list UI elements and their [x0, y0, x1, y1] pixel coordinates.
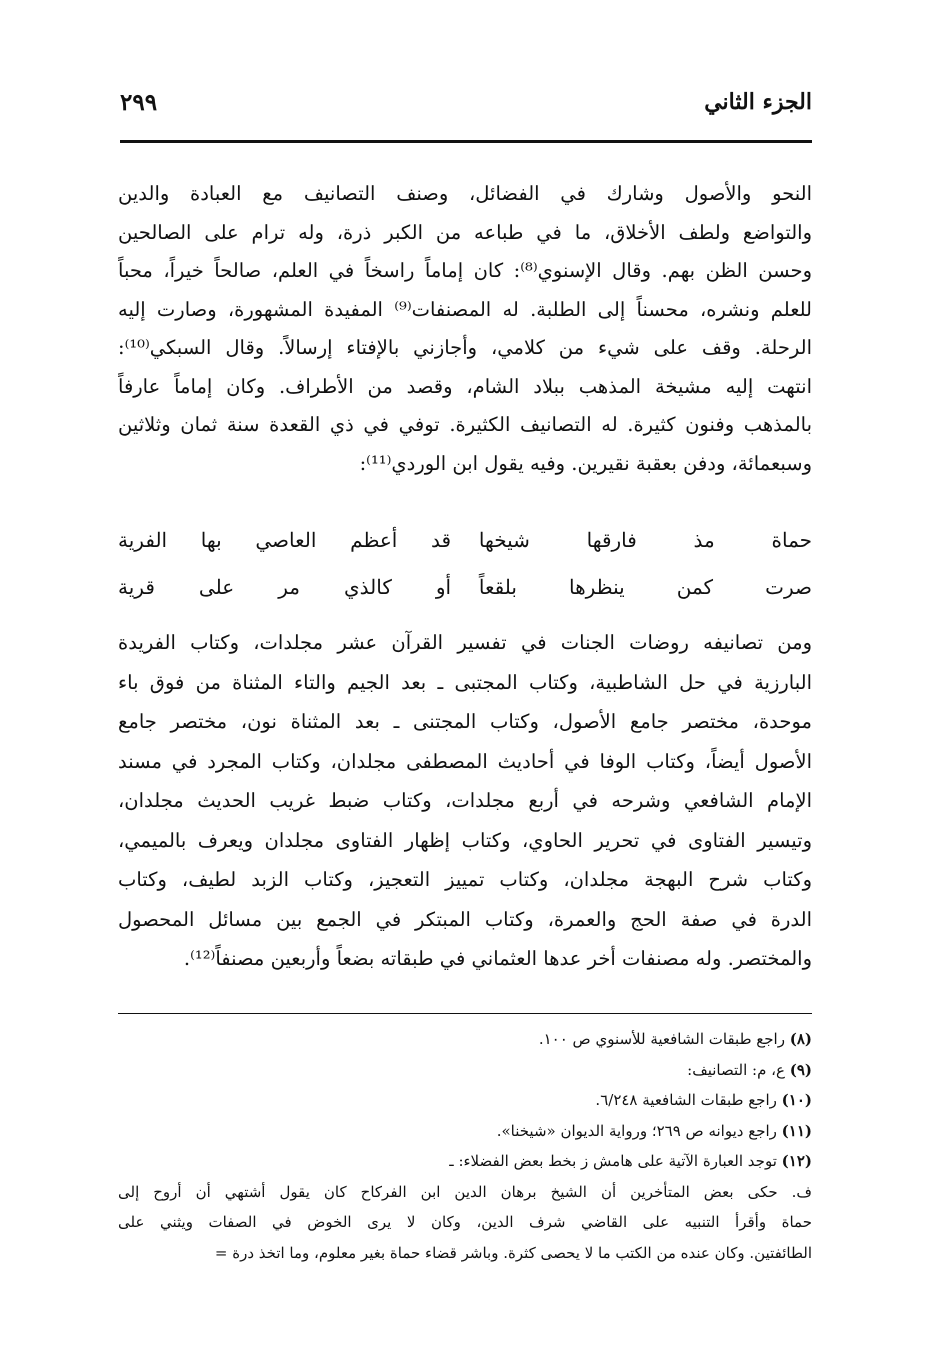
footnote-divider — [118, 1013, 812, 1014]
footnote-line: حماة وأقرأ التنبيه على القاضي شرف الدين، وكان لا يرى الخوض في الصفات ويثني على — [118, 1213, 812, 1231]
footnote-8 — [118, 1024, 812, 1055]
footnotes — [118, 1024, 812, 1268]
footnote-11 — [118, 1116, 812, 1147]
text-line: وحسن الظن بهم. وقال الإسنوي⁽⁸⁾: كان إماماً راسخاً في العلم، صالحاً خيراً، محباً — [118, 259, 812, 282]
works-paragraph — [118, 623, 812, 979]
verse-first-hemistich: حماة مذ فارقها شيخها — [478, 528, 812, 552]
footnote-12-continuation — [118, 1177, 812, 1269]
text-line: وتيسير الفتاوى في تحرير الحاوي، وكتاب إظهار الفتاوى مجلدان ويعرف بالميمي، — [118, 828, 812, 852]
footnote-12 — [118, 1146, 812, 1177]
footnote-text: ع، م: التصانيف: — [687, 1060, 785, 1079]
footnote-number: (٨) — [789, 1030, 812, 1048]
text-line: للعلم ونشره، محسناً إلى الطلبة. له المصنفات⁽⁹⁾ المفيدة المشهورة، وصارت إليه — [118, 297, 812, 321]
footnote-9 — [118, 1055, 812, 1086]
poem-verse-2 — [118, 575, 812, 599]
text-line: الرحلة. وقف على شيء من كلامي، وأجازني بالإفتاء إرسالاً. وقال السبكي⁽¹⁰⁾: — [118, 336, 812, 359]
text-line: والمختصر. وله مصنفات أخر عدها العثماني في طبقاته بضعاً وأربعين مصنفاً⁽¹²⁾. — [183, 947, 812, 970]
text-line: وكتاب شرح البهجة مجلدان، وكتاب تمييز التعجيز، وكتاب الزبد لطيف، وكتاب — [118, 868, 812, 891]
text-line: الإمام الشافعي وشرحه في أربع مجلدات، وكتاب ضبط غريب الحديث مجلدان، — [118, 789, 812, 812]
verse-second-hemistich: قد أعظم العاصي بها الفرية — [118, 528, 452, 552]
main-paragraph — [118, 175, 812, 483]
text-line: النحو والأصول وشارك في الفضائل، وصنف التصانيف مع العبادة والدين — [118, 182, 812, 205]
text-line: ومن تصانيفه روضات الجنات في تفسير القرآن عشر مجلدات، وكتاب الفريدة — [118, 631, 812, 654]
text-line: انتهت إليه مشيخة المذهب ببلاد الشام، وقصد من الأطراف. وكان إماماً عارفاً — [118, 374, 812, 398]
footnote-number: (١٠) — [781, 1091, 812, 1109]
running-title: الجزء الثاني — [704, 89, 812, 115]
verse-first-hemistich: صرت كمن ينظرها بلقعاً — [478, 575, 812, 599]
text-line: والتواضع ولطف الأخلاق، ما في طباعه من الكبر ذرة، وله ترام على الصالحين — [118, 220, 812, 244]
footnote-text: راجع طبقات الشافعية للأسنوي ص ١٠٠. — [538, 1030, 785, 1048]
footnote-line: ف. حكى بعض المتأخرين أن الشيخ برهان الدين ابن الفركاح كان يقول أشتهي أن أروح إلى — [118, 1182, 812, 1201]
header-divider — [120, 140, 812, 143]
text-line: بالمذهب وفنون كثيرة. له التصانيف الكثيرة. توفي في ذي القعدة سنة ثمان وثلاثين — [118, 413, 812, 436]
footnote-10 — [118, 1085, 812, 1116]
verse-second-hemistich: أو كالذي مر على قرية — [118, 575, 452, 599]
text-line: البارزية في حل الشاطبية، وكتاب المجتبى ـ بعد الجيم والتاء المثناة من فوق باء — [118, 670, 812, 694]
poem-verse-1 — [118, 528, 812, 552]
page-number: ٢٩٩ — [120, 88, 158, 116]
footnote-number: (٩) — [789, 1060, 812, 1079]
footnote-text: راجع ديوانه ص ٢٦٩؛ ورواية الديوان «شيخنا». — [496, 1121, 777, 1140]
text-line: موحدة، مختصر جامع الأصول، وكتاب المجتنى ـ بعد المثناة نون، مختصر جامع — [118, 710, 812, 733]
page-header — [120, 82, 812, 122]
footnote-number: (١٢) — [781, 1152, 812, 1170]
text-line: الأصول أيضاً، وكتاب الوفا في أحاديث المصطفى مجلدان، وكتاب المجرد في مسند — [118, 749, 812, 773]
footnote-line: الطائفتين. وكان عنده من الكتب ما لا يحصى كثرة. وباشر قضاء حماة بغير معلوم، وما اتخذ درة = — [214, 1243, 812, 1262]
footnote-number: (١١) — [781, 1121, 812, 1140]
footnote-text: توجد العبارة الآتية على هامش ز بخط بعض الفضلاء: ـ — [449, 1152, 777, 1170]
text-line: الدرة في صفة الحج والعمرة، وكتاب المبتكر في الجمع بين مسائل المحصول — [118, 907, 812, 931]
footnote-text: راجع طبقات الشافعية ٦/٢٤٨. — [595, 1091, 777, 1109]
text-line: وسبعمائة، ودفن بعقبة نقيرين. وفيه يقول ابن الوردي⁽¹¹⁾: — [359, 451, 812, 475]
